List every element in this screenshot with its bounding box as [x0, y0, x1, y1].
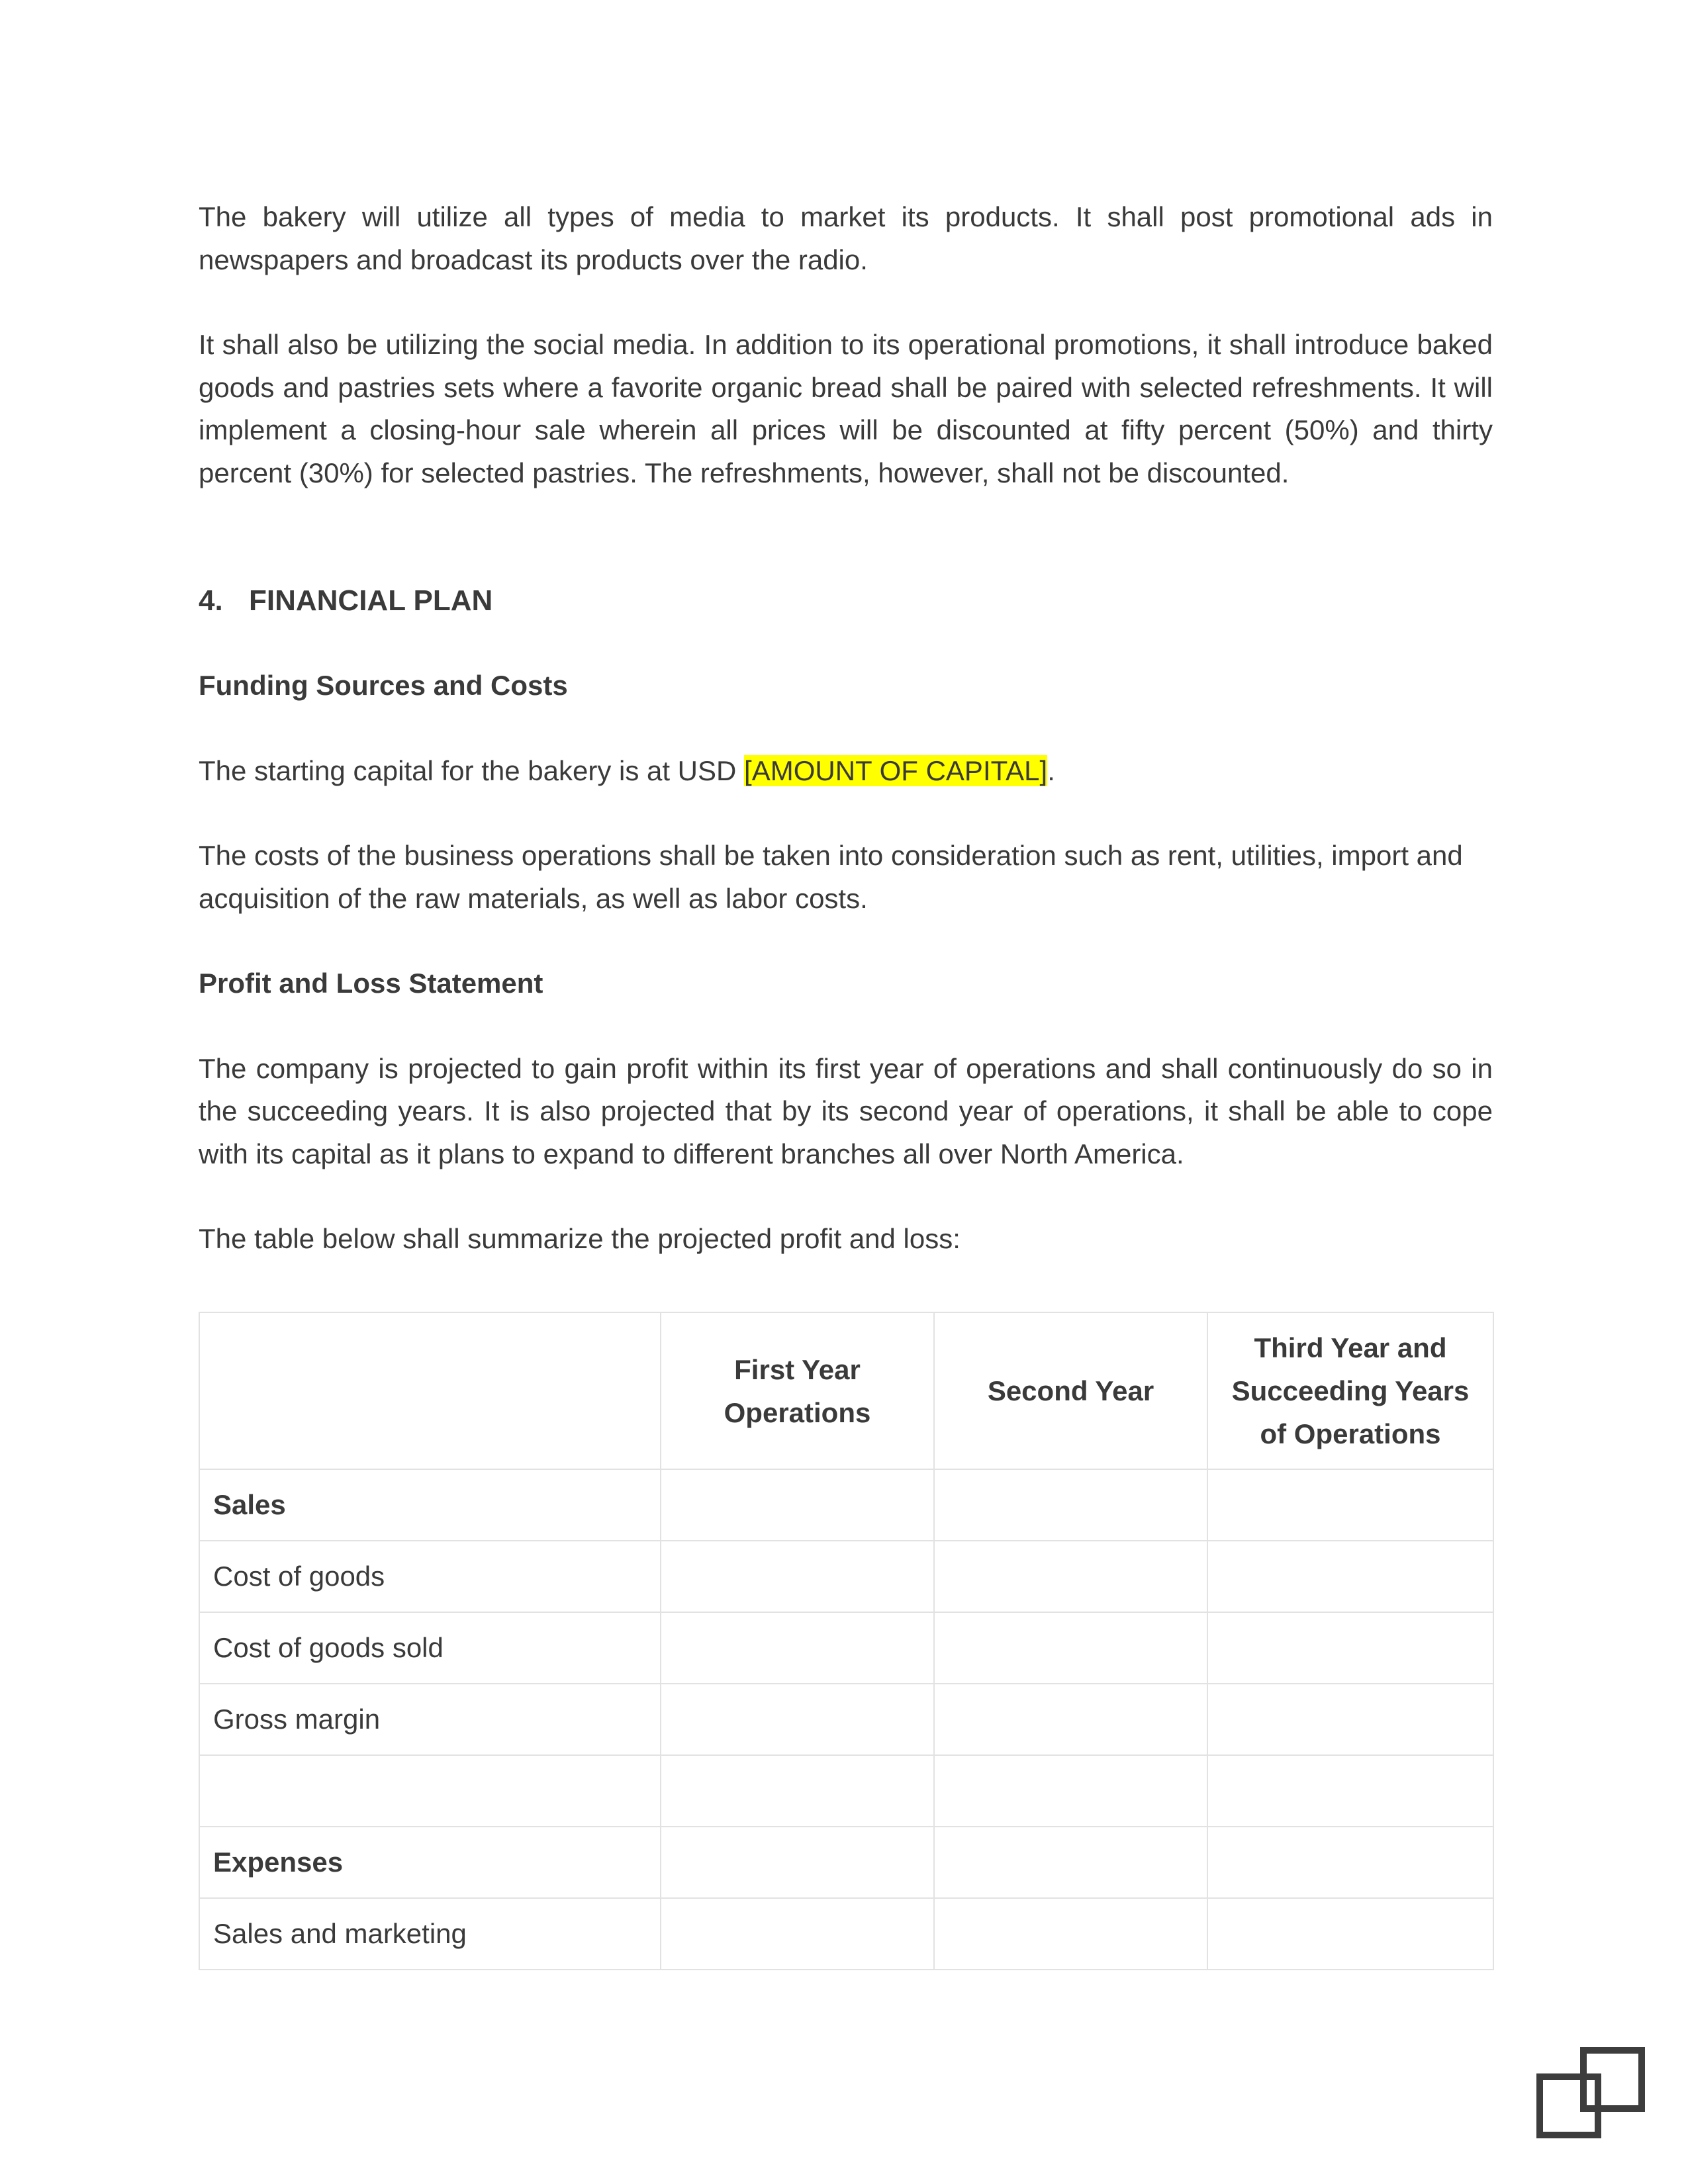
- row-label: Expenses: [199, 1827, 661, 1898]
- table-cell: [661, 1541, 934, 1612]
- section-number: 4.: [199, 584, 223, 617]
- social-media-paragraph: It shall also be utilizing the social media. In addition to its operational promotions, it shall introduce baked goods and pastries sets where a favorite organic bread shall be paired with selected refreshments. It will implement a closing-hour sale wherein all prices will be discounted at fifty percent (50%) and thirty percent (30%) for selected pastries. The refreshments, however, shall not be discounted.: [199, 329, 1493, 488]
- table-intro-paragraph: The table below shall summarize the projected profit and loss:: [199, 1223, 961, 1254]
- funding-heading: Funding Sources and Costs: [199, 670, 568, 701]
- table-row: [199, 1827, 1493, 1898]
- table-cell: [934, 1827, 1207, 1898]
- table-cell: [661, 1612, 934, 1684]
- row-label: Sales: [199, 1469, 661, 1541]
- header-cell-label: [199, 1312, 661, 1469]
- capital-suffix: .: [1047, 754, 1055, 786]
- pnl-heading: Profit and Loss Statement: [199, 968, 543, 999]
- costs-paragraph: The costs of the business operations shall be taken into consideration such as rent, utilities, import and acquisition of the raw materials, as well as labor costs.: [199, 840, 1463, 914]
- row-label: Gross margin: [199, 1684, 661, 1755]
- section-title: FINANCIAL PLAN: [249, 584, 493, 617]
- table-cell: [934, 1684, 1207, 1755]
- table-cell: [661, 1898, 934, 1970]
- table-cell: [1207, 1755, 1493, 1827]
- projection-paragraph: The company is projected to gain profit within its first year of operations and shall continuously do so in the succeeding years. It is also projected that by its second year of operations, it shall be able to cope with its capital as it plans to expand to different branches all over North America.: [199, 1052, 1493, 1169]
- table-cell: [1207, 1827, 1493, 1898]
- marketing-media-paragraph: The bakery will utilize all types of media to market its products. It shall post promotional ads in newspapers and broadcast its products over the radio.: [199, 201, 1493, 275]
- table-row: [199, 1612, 1493, 1684]
- overlapping-squares-icon: [1536, 2045, 1648, 2144]
- table-cell: [1207, 1684, 1493, 1755]
- profit-loss-table: [199, 1312, 1494, 1970]
- header-cell-first-year: First Year Operations: [661, 1312, 934, 1469]
- table-row: [199, 1684, 1493, 1755]
- table-cell: [934, 1612, 1207, 1684]
- table-cell: [661, 1469, 934, 1541]
- row-label: Cost of goods sold: [199, 1612, 661, 1684]
- table-cell: [1207, 1898, 1493, 1970]
- table-row: [199, 1898, 1493, 1970]
- table-cell: [934, 1541, 1207, 1612]
- capital-placeholder: [AMOUNT OF CAPITAL]: [744, 754, 1048, 786]
- document-page: [199, 196, 1493, 1261]
- row-label: Sales and marketing: [199, 1898, 661, 1970]
- table-cell: [661, 1827, 934, 1898]
- section-heading: [199, 580, 1493, 622]
- capital-prefix: The starting capital for the bakery is at USD: [199, 754, 745, 786]
- table-cell: [934, 1469, 1207, 1541]
- table-cell: [934, 1898, 1207, 1970]
- table-cell: [1207, 1612, 1493, 1684]
- table-row: [199, 1469, 1493, 1541]
- table-cell: [661, 1755, 934, 1827]
- row-label: Cost of goods: [199, 1541, 661, 1612]
- table-cell: [934, 1755, 1207, 1827]
- table-cell: [1207, 1541, 1493, 1612]
- table-row: [199, 1755, 1493, 1827]
- table-header-row: [199, 1312, 1493, 1469]
- header-cell-third-year: Third Year and Succeeding Years of Operations: [1207, 1312, 1493, 1469]
- row-label: [199, 1755, 661, 1827]
- header-cell-second-year: Second Year: [934, 1312, 1207, 1469]
- table-cell: [1207, 1469, 1493, 1541]
- capital-paragraph: [199, 750, 1493, 793]
- table-cell: [661, 1684, 934, 1755]
- table-row: [199, 1541, 1493, 1612]
